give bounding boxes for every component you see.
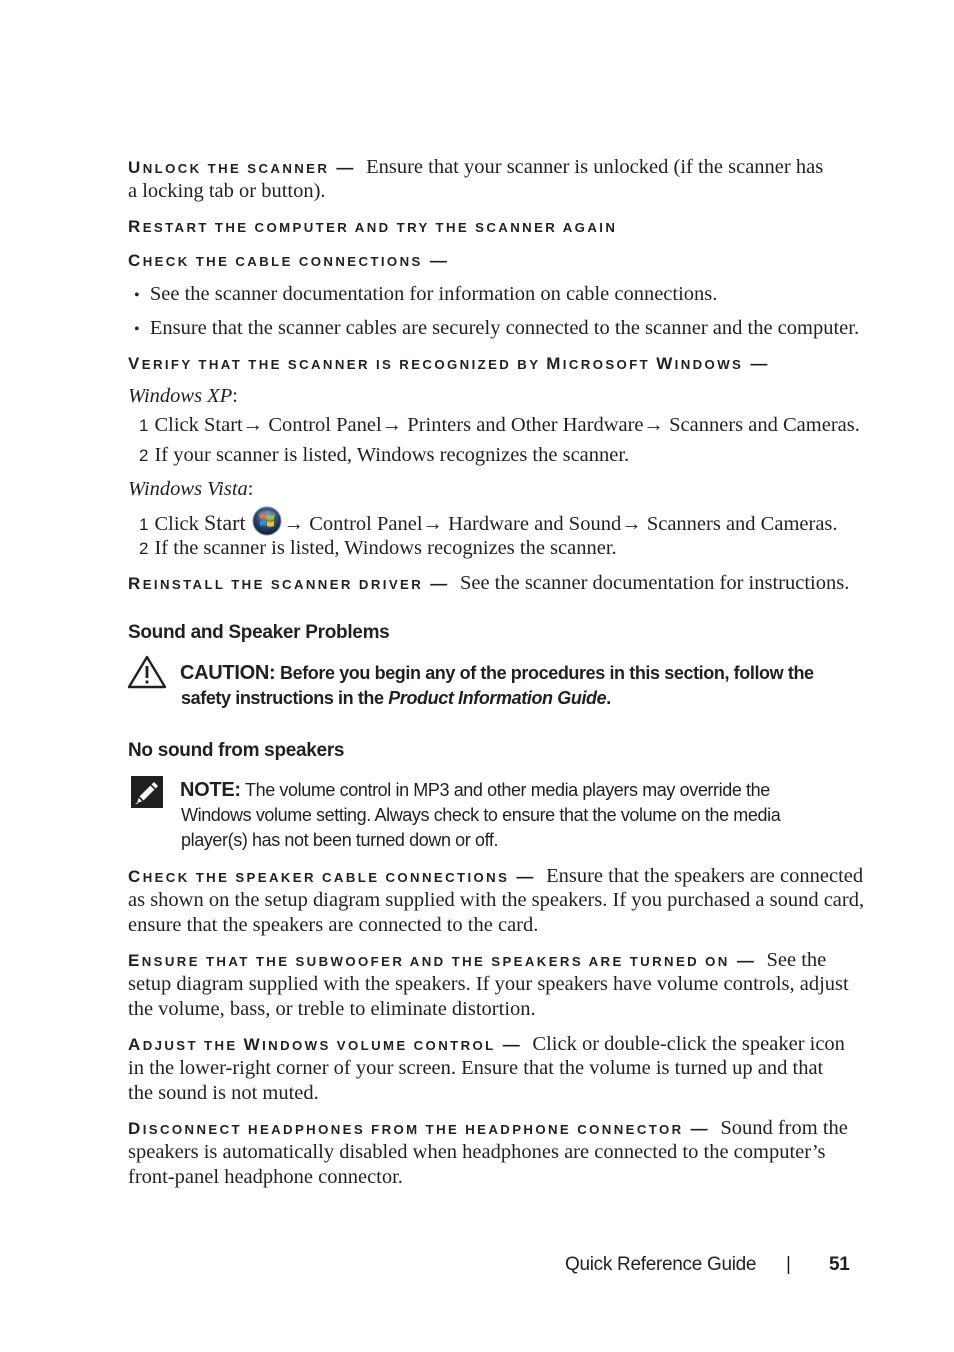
- note-notice-line2: Windows volume setting. Always check to ensure that the volume on the media: [181, 805, 781, 825]
- footer-separator: |: [786, 1254, 791, 1275]
- volume-control-para-line3: the sound is not muted.: [128, 1082, 319, 1104]
- list-item: • Ensure that the scanner cables are securely connected to the scanner and the computer.: [134, 317, 860, 339]
- vista-step-2: 2 If the scanner is listed, Windows recognizes the scanner.: [139, 537, 617, 559]
- note-notice-line3: player(s) has not been turned down or off.: [181, 830, 499, 850]
- check-cable-heading: CHECK THE CABLE CONNECTIONS —: [128, 251, 450, 270]
- windows-vista-label: Windows Vista:: [128, 478, 254, 500]
- restart-heading: RESTART THE COMPUTER AND TRY THE SCANNER AGAIN: [128, 217, 618, 236]
- xp-step-1: 1 Click Start→ Control Panel→ Printers and Other Hardware→ Scanners and Cameras.: [139, 414, 860, 436]
- subwoofer-para-line2: setup diagram supplied with the speakers. If your speakers have volume controls, adjust: [128, 973, 849, 995]
- subsection-title-no-sound: No sound from speakers: [128, 740, 345, 761]
- volume-control-para: ADJUST THE WINDOWS VOLUME CONTROL — Click or double-click the speaker icon: [128, 1033, 845, 1055]
- speaker-cable-para-line3: ensure that the speakers are connected to the card.: [128, 914, 539, 936]
- xp-step-2: 2 If your scanner is listed, Windows recognizes the scanner.: [139, 444, 630, 466]
- page-number: 51: [829, 1254, 850, 1275]
- reinstall-driver-para: REINSTALL THE SCANNER DRIVER — See the scanner documentation for instructions.: [128, 572, 850, 594]
- footer-guide-title: Quick Reference Guide: [565, 1254, 757, 1275]
- windows-xp-label: Windows XP:: [128, 385, 238, 407]
- headphones-para-line2: speakers is automatically disabled when headphones are connected to the computer’s: [128, 1141, 826, 1163]
- headphones-para-line3: front-panel headphone connector.: [128, 1166, 403, 1188]
- section-title-sound: Sound and Speaker Problems: [128, 622, 390, 643]
- vista-step-1: 1 Click Start → Control Panel→ Hardware and Sound→ Scanners and Cameras.: [139, 506, 838, 543]
- caution-notice-line2: safety instructions in the Product Information Guide.: [181, 688, 611, 708]
- unlock-scanner-para-line2: a locking tab or button).: [128, 180, 326, 202]
- note-notice: NOTE: The volume control in MP3 and other media players may override the: [180, 779, 770, 801]
- verify-heading: VERIFY THAT THE SCANNER IS RECOGNIZED BY MICROSOFT WINDOWS —: [128, 354, 770, 373]
- warning-triangle-icon: [127, 655, 167, 694]
- list-item: • See the scanner documentation for information on cable connections.: [134, 283, 718, 305]
- headphones-para: DISCONNECT HEADPHONES FROM THE HEADPHONE CONNECTOR — Sound from the: [128, 1117, 848, 1139]
- unlock-scanner-heading: UNLOCK THE SCANNER —: [128, 158, 356, 177]
- subwoofer-para: ENSURE THAT THE SUBWOOFER AND THE SPEAKERS ARE TURNED ON — See the: [128, 949, 827, 971]
- caution-notice: CAUTION: Before you begin any of the procedures in this section, follow the: [180, 662, 814, 684]
- unlock-scanner-para: UNLOCK THE SCANNER — Ensure that your scanner is unlocked (if the scanner has: [128, 156, 824, 178]
- pencil-note-icon: [131, 776, 163, 813]
- speaker-cable-para: CHECK THE SPEAKER CABLE CONNECTIONS — Ensure that the speakers are connected: [128, 865, 864, 887]
- subwoofer-para-line3: the volume, bass, or treble to eliminate distortion.: [128, 998, 536, 1020]
- volume-control-para-line2: in the lower-right corner of your screen. Ensure that the volume is turned up and that: [128, 1057, 824, 1079]
- speaker-cable-para-line2: as shown on the setup diagram supplied with the speakers. If you purchased a sound card,: [128, 889, 865, 911]
